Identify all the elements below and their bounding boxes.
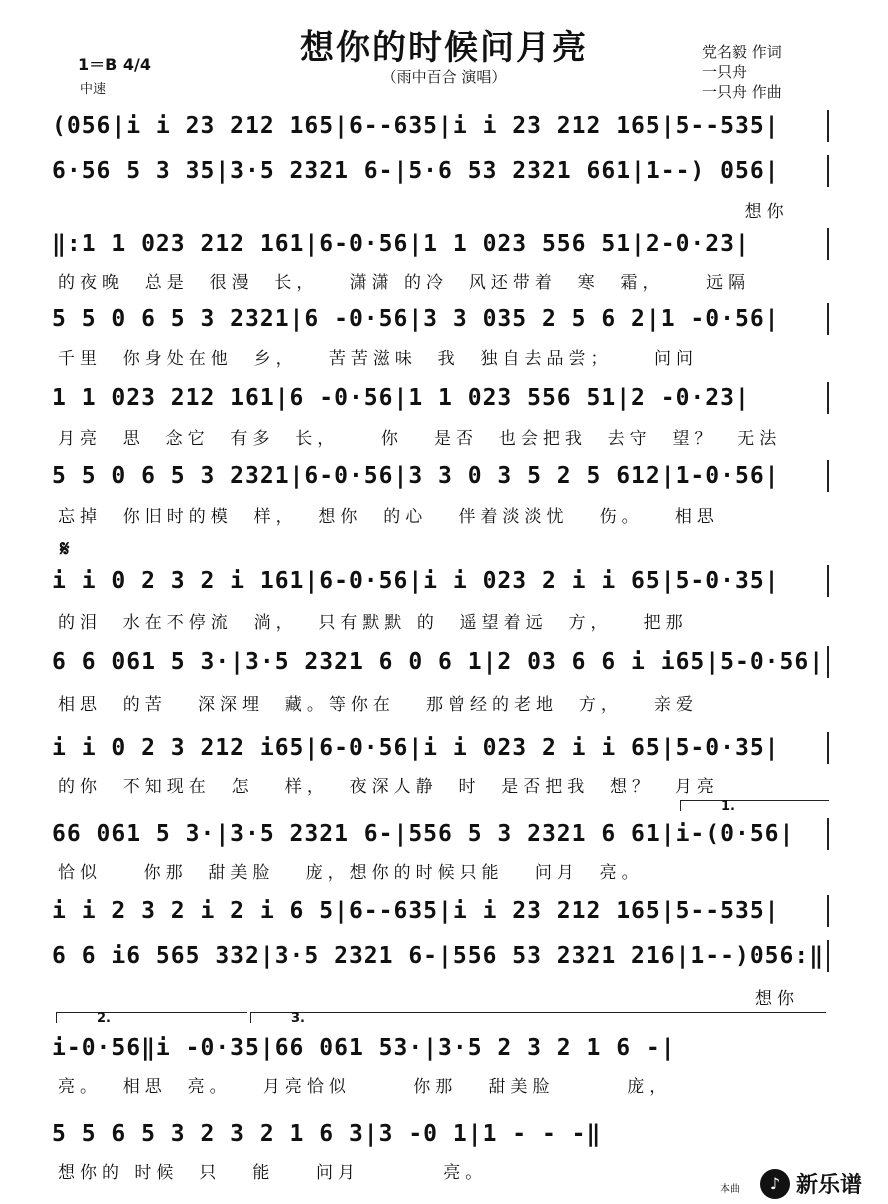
lyric-row-3: 的夜晚 总是 很漫 长， 潇潇 的冷 风还带着 寒 霜， 远隔 (58, 273, 751, 293)
notation-row-9: i i 0 2 3 212 i65|6-0·56|i i 023 2 i i 65|5-0·35| (52, 732, 829, 764)
notation-row-12: 6 6 i6 565 332|3·5 2321 6-|556 53 2321 216|1--)056:‖ (52, 940, 829, 972)
lyric-row-12: 想你 (58, 989, 800, 1009)
logo-text: 新乐谱 (796, 1173, 863, 1198)
notation-row-7: i i 0 2 3 2 i 161|6-0·56|i i 023 2 i i 65|5-0·35| (52, 565, 829, 597)
lyric-row-5: 月亮 思 念它 有多 长， 你 是否 也会把我 去守 望？ 无法 (58, 429, 782, 449)
lyric-row-6: 忘掉 你旧时的模 样， 想你 的心 伴着淡淡忧 伤。 相思 (58, 507, 719, 527)
notation-row-11: i i 2 3 2 i 2 i 6 5|6--635|i i 23 212 165|5--535| (52, 895, 829, 927)
song-title: 想你的时候问月亮 (300, 28, 588, 68)
lyric-row-14: 想你的 时候 只 能 问月 亮。 (58, 1163, 488, 1183)
lyric-row-2: 想你 (58, 202, 789, 222)
notation-row-13: i-0·56‖i -0·35|66 061 53·|3·5 2 3 2 1 6 -| (52, 1035, 676, 1061)
notation-row-3: ‖:1 1 023 212 161|6-0·56|1 1 023 556 51|2-0·23| (52, 228, 829, 260)
lyric-row-9: 的你 不知现在 怎 样， 夜深人静 时 是否把我 想？ 月亮 (58, 777, 719, 797)
notation-row-6: 5 5 0 6 5 3 2321|6-0·56|3 3 0 3 5 2 5 612|1-0·56| (52, 460, 829, 492)
tempo-marking: 中速 (80, 82, 107, 97)
lyric-row-8: 相思 的苦 深深埋 藏。等你在 那曾经的老地 方， 亲爱 (58, 695, 699, 715)
notation-row-2: 6·56 5 3 35|3·5 2321 6-|5·6 53 2321 661|1--) 056| (52, 155, 829, 187)
lyric-row-13: 亮。 相思 亮。 月亮恰似 你那 甜美脸 庞， (58, 1077, 672, 1097)
lyric-row-4: 千里 你身处在他 乡， 苦苦滋味 我 独自去品尝； 问问 (58, 349, 699, 369)
key-signature: 1＝B 4/4 (78, 55, 152, 74)
notation-row-4: 5 5 0 6 5 3 2321|6 -0·56|3 3 035 2 5 6 2|1 -0·56| (52, 303, 829, 335)
footer-note: 本曲 (720, 1184, 740, 1195)
notation-row-8: 6 6 061 5 3·|3·5 2321 6 0 6 1|2 03 6 6 i i65|5-0·56| (52, 646, 829, 678)
lyric-row-10: 恰似 你那 甜美脸 庞，想你的时候只能 问月 亮。 (58, 863, 644, 883)
composer-credit: 一只舟 作曲 (702, 83, 782, 101)
volta-third: 3. (250, 1012, 826, 1023)
volta-first: 1. (680, 800, 829, 811)
segno-icon: 𝄋 (60, 537, 70, 562)
lyric-row-7: 的泪 水在不停流 淌， 只有默默 的 遥望着远 方， 把那 (58, 613, 688, 633)
notation-row-14: 5 5 6 5 3 2 3 2 1 6 3|3 -0 1|1 - - -‖ (52, 1121, 602, 1147)
composer-name: 一只舟 (702, 63, 748, 81)
credits (702, 42, 782, 102)
notation-row-1: (056|i i 23 212 165|6--635|i i 23 212 165|5--535| (52, 110, 829, 142)
music-disc-icon: ♪ (760, 1169, 790, 1199)
performer-subtitle: （雨中百合 演唱） (381, 68, 507, 86)
site-logo (760, 1168, 862, 1199)
volta-second: 2. (56, 1012, 247, 1023)
lyricist-credit: 党名毅 作词 (702, 43, 782, 61)
notation-row-5: 1 1 023 212 161|6 -0·56|1 1 023 556 51|2 -0·23| (52, 382, 829, 414)
notation-row-10: 66 061 5 3·|3·5 2321 6-|556 5 3 2321 6 61|i-(0·56| (52, 818, 829, 850)
